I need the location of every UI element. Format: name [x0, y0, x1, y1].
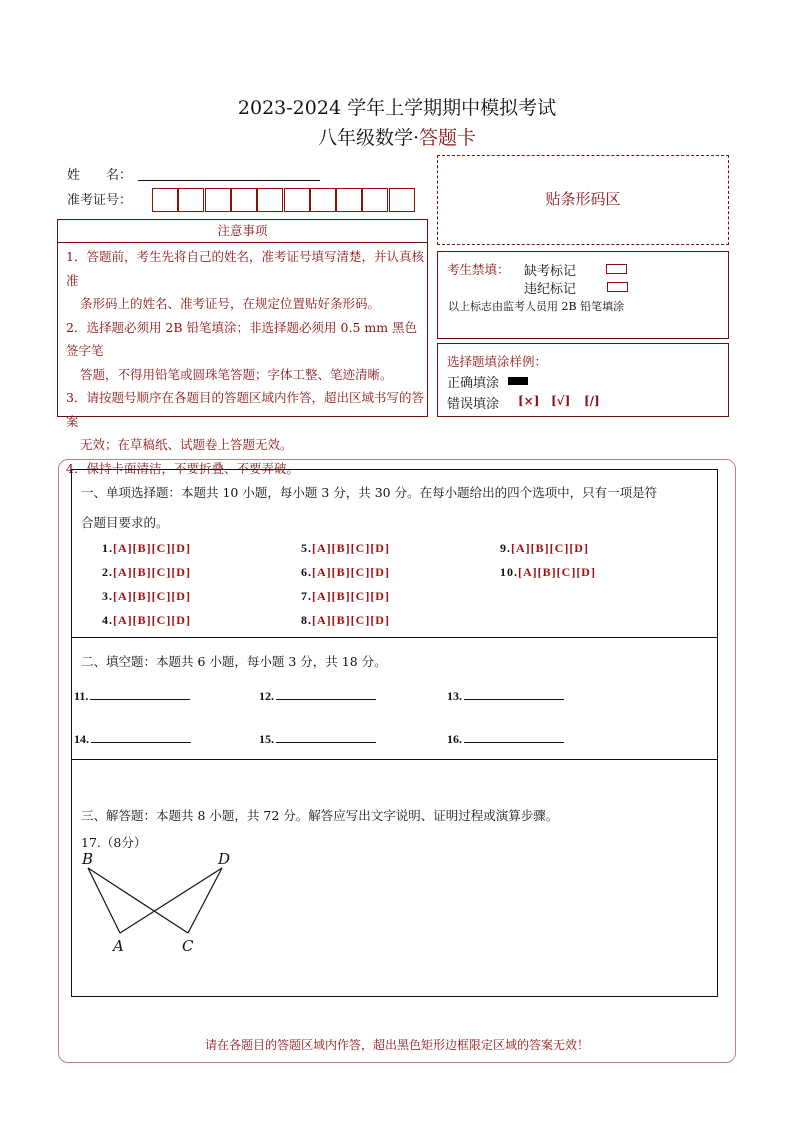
subtitle-subject: 八年级数学·	[317, 127, 420, 149]
notice-item: 2．选择题必须用 2B 铅笔填涂；非选择题必须用 0.5 mm 黑色签字笔	[66, 319, 418, 358]
barcode-area: 贴条形码区	[437, 155, 729, 245]
id-label: 准考证号：	[67, 193, 133, 208]
question-number: 9.	[500, 541, 511, 555]
question-number: 1.	[102, 541, 113, 555]
answer-options[interactable]: [A][B][C][D]	[113, 565, 191, 579]
exam-title: 2023-2024 学年上学期期中模拟考试	[237, 97, 557, 119]
question-number: 4.	[102, 613, 113, 627]
section1-instructions-cont: 合题目要求的。	[81, 515, 169, 530]
notice-item: 3．请按题号顺序在各题目的答题区域内作答，超出区域书写的答案	[66, 390, 424, 429]
point-D-label: D	[218, 850, 231, 868]
notice-item: 无效；在草稿纸、试题卷上答题无效。	[80, 437, 293, 452]
answer-options[interactable]: [A][B][C][D]	[312, 565, 390, 579]
point-A-label: A	[113, 937, 124, 955]
question-number: 2.	[102, 565, 113, 579]
question-17-label: 17.（8分）	[81, 835, 147, 850]
notice-item: 4．保持卡面清洁，不要折叠、不要弄破。	[66, 460, 299, 476]
answer-options[interactable]: [A][B][C][D]	[312, 589, 390, 603]
section1-instructions: 一、单项选择题：本题共 10 小题，每小题 3 分，共 30 分。在每小题给出的四个选项中，只有一项是符	[81, 485, 658, 500]
answer-options[interactable]: [A][B][C][D]	[113, 613, 191, 627]
wrong-mark-slash: [/]	[584, 394, 600, 408]
answer-options[interactable]: [A][B][C][D]	[113, 541, 191, 555]
segment-DA	[120, 868, 222, 933]
footer-warning: 请在各题目的答题区域内作答，超出黑色矩形边框限定区域的答案无效！	[204, 1038, 589, 1052]
section3-instructions: 三、解答题：本题共 8 小题，共 72 分。解答应写出文字说明、证明过程或演算步骤。	[81, 808, 559, 823]
notice-title: 注意事项	[57, 219, 428, 243]
question-number: 15.	[259, 732, 274, 746]
point-B-label: B	[82, 850, 94, 868]
question-number: 14.	[74, 732, 89, 746]
segment-BC	[88, 868, 188, 933]
answer-options[interactable]: [A][B][C][D]	[113, 589, 191, 603]
subtitle-card: 答题卡	[419, 127, 477, 149]
question-number: 13.	[447, 689, 462, 703]
sample-title: 选择题填涂样例：	[447, 354, 548, 369]
question-number: 6.	[301, 565, 312, 579]
answer-options[interactable]: [A][B][C][D]	[312, 613, 390, 627]
forbidden-note: 以上标志由监考人员用 2B 铅笔填涂	[448, 300, 625, 313]
forbidden-label: 考生禁填：	[447, 262, 510, 277]
absent-label: 缺考标记	[524, 264, 577, 279]
question-number: 8.	[301, 613, 312, 627]
section2-instructions: 二、填空题：本题共 6 小题，每小题 3 分，共 18 分。	[81, 654, 387, 669]
correct-fill-label: 正确填涂	[447, 376, 500, 391]
question-number: 3.	[102, 589, 113, 603]
answer-options[interactable]: [A][B][C][D]	[518, 565, 596, 579]
notice-item: 答题，不得用铅笔或圆珠笔答题；字体工整、笔迹清晰。	[80, 366, 393, 382]
point-C-label: C	[182, 937, 194, 955]
segment-DC	[188, 868, 222, 933]
answer-options[interactable]: [A][B][C][D]	[312, 541, 390, 555]
question-number: 16.	[447, 732, 462, 746]
notice-item: 1．答题前，考生先将自己的姓名，准考证号填写清楚，并认真核准	[66, 249, 424, 288]
question-number: 10.	[500, 565, 518, 579]
question-number: 12.	[259, 689, 274, 703]
name-label: 姓 名：	[67, 168, 133, 183]
question-number: 11.	[74, 689, 89, 703]
wrong-fill-label: 错误填涂	[447, 397, 500, 412]
question-number: 5.	[301, 541, 312, 555]
notice-item: 条形码上的姓名、准考证号，在规定位置贴好条形码。	[80, 296, 381, 311]
answer-options[interactable]: [A][B][C][D]	[511, 541, 589, 555]
wrong-mark-cross: [×]	[518, 394, 540, 408]
wrong-mark-check: [√]	[551, 394, 571, 408]
violation-label: 违纪标记	[524, 282, 577, 297]
question-number: 7.	[301, 589, 312, 603]
